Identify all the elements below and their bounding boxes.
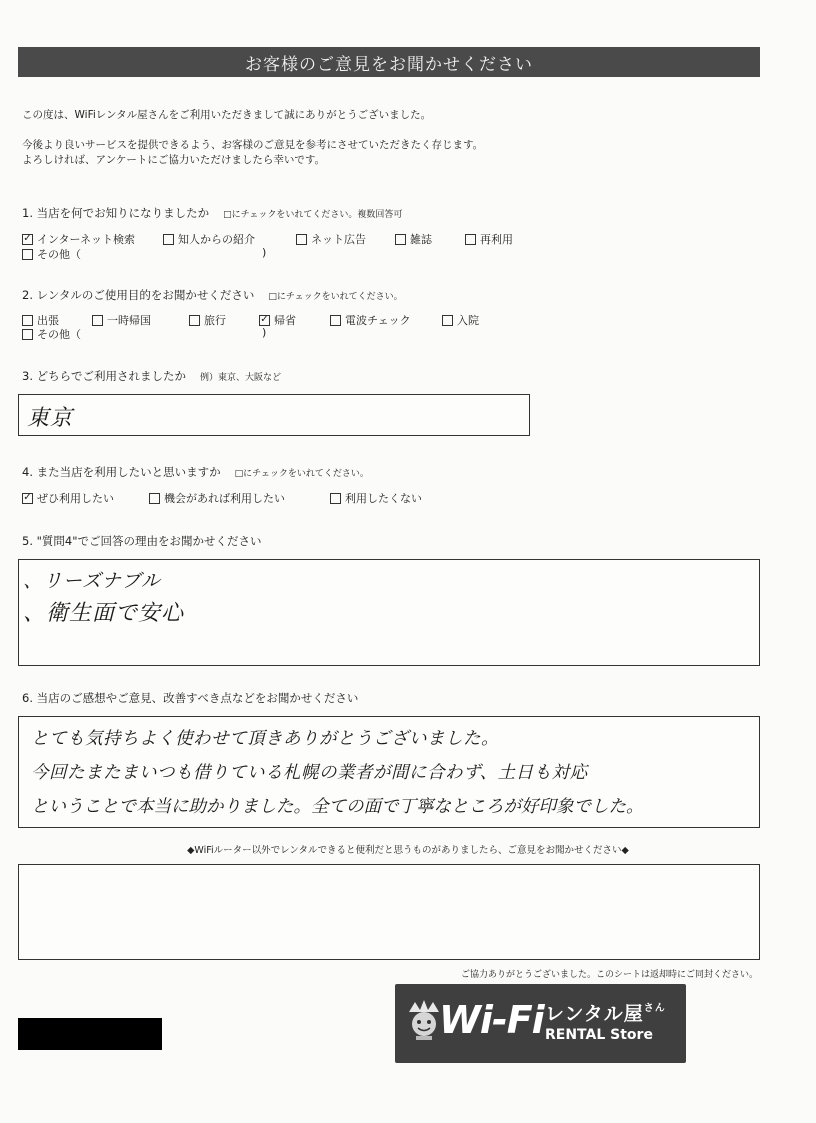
- q2-option-temp-return[interactable]: [92, 312, 151, 328]
- q7-answer-box[interactable]: [18, 864, 760, 960]
- redaction-block: [18, 1018, 162, 1050]
- question-6: [22, 690, 358, 706]
- option-label: その他（: [37, 248, 81, 261]
- q5-answer-box[interactable]: [18, 559, 760, 666]
- q2-other-close-paren: ): [262, 326, 267, 339]
- question-1-note: □にチェックをいれてください。複数回答可: [223, 210, 403, 220]
- checkbox[interactable]: [330, 315, 341, 326]
- question-2: [22, 287, 403, 303]
- option-label: 旅行: [204, 314, 226, 327]
- q1-option-internet[interactable]: [22, 231, 135, 247]
- option-label: 出張: [37, 314, 59, 327]
- option-label: 電波チェック: [345, 314, 411, 327]
- q1-option-reuse[interactable]: [465, 231, 513, 247]
- q1-option-other[interactable]: [22, 246, 81, 262]
- checkbox[interactable]: [149, 493, 160, 504]
- checkbox-checked[interactable]: ✓: [260, 313, 269, 325]
- checkbox[interactable]: [330, 493, 341, 504]
- option-label: ネット広告: [311, 233, 366, 246]
- question-1-title: 1. 当店を何でお知りになりましたか: [22, 206, 210, 220]
- checkbox[interactable]: [296, 234, 307, 245]
- q6-answer-line-2: 今回たまたまいつも借りている札幌の業者が間に合わず、土日も対応: [31, 763, 588, 783]
- q3-answer-box[interactable]: [18, 394, 530, 436]
- question-1: [22, 205, 402, 221]
- checkbox[interactable]: [92, 315, 103, 326]
- option-label: 利用したくない: [345, 492, 422, 505]
- logo-jp-main: レンタル屋: [545, 1003, 644, 1025]
- checkbox[interactable]: [22, 329, 33, 340]
- question-2-title: 2. レンタルのご使用目的をお聞かせください: [22, 288, 255, 302]
- question-3-note: 例）東京、大阪など: [200, 373, 282, 383]
- question-4: [22, 464, 369, 480]
- q2-option-travel[interactable]: [189, 312, 226, 328]
- question-5: [22, 533, 262, 549]
- checkbox-checked[interactable]: ✓: [23, 491, 32, 503]
- logo-jp-text: [545, 999, 666, 1026]
- option-label: 帰省: [274, 314, 296, 327]
- q2-option-other[interactable]: [22, 326, 81, 342]
- option-label: 知人からの紹介: [178, 233, 255, 246]
- checkbox[interactable]: [442, 315, 453, 326]
- checkbox[interactable]: [189, 315, 200, 326]
- q6-answer-line-1: とても気持ちよく使わせて頂きありがとうございました。: [31, 729, 499, 749]
- q3-answer: 東京: [27, 406, 74, 431]
- question-5-title: 5. "質問4"でご回答の理由をお聞かせください: [22, 534, 262, 548]
- q1-option-web-ad[interactable]: [296, 231, 366, 247]
- intro-line-2: 今後より良いサービスを提供できるよう、お客様のご意見を参考にさせていただきたく存じます。: [22, 139, 484, 151]
- checkbox[interactable]: [465, 234, 476, 245]
- option-label: ぜひ利用したい: [37, 492, 114, 505]
- question-2-note: □にチェックをいれてください。: [268, 292, 403, 302]
- logo-en-text: RENTAL Store: [545, 1027, 653, 1043]
- option-label: インターネット検索: [37, 233, 136, 246]
- logo-san: さん: [643, 1003, 666, 1014]
- q2-option-hospital[interactable]: [442, 312, 479, 328]
- intro-line-3: よろしければ、アンケートにご協力いただけましたら幸いです。: [22, 154, 326, 166]
- intro-line-1: この度は、WiFiレンタル屋さんをご利用いただきまして誠にありがとうございました。: [22, 109, 432, 121]
- q1-option-magazine[interactable]: [395, 231, 432, 247]
- question-3-title: 3. どちらでご利用されましたか: [22, 369, 187, 383]
- q1-option-referral[interactable]: [163, 231, 255, 247]
- question-4-title: 4. また当店を利用したいと思いますか: [22, 465, 221, 479]
- survey-title: お客様のご意見をお聞かせください: [245, 54, 533, 75]
- option-label: 機会があれば利用したい: [164, 492, 285, 505]
- q5-answer-line-2: 、衛生面で安心: [23, 601, 185, 626]
- option-label: 一時帰国: [107, 314, 151, 327]
- q6-answer-box[interactable]: [18, 716, 760, 828]
- checkbox[interactable]: [163, 234, 174, 245]
- crown-mascot-icon: [407, 998, 441, 1042]
- q7-prompt: ◆WiFiルーター以外でレンタルできると便利だと思うものがありましたら、ご意見をお聞かせください◆: [187, 845, 629, 856]
- q1-other-close-paren: ): [262, 246, 267, 259]
- q4-option-definitely[interactable]: [22, 490, 114, 506]
- logo-wifi-text: Wi-Fi: [439, 998, 544, 1042]
- q6-answer-line-3: ということで本当に助かりました。全ての面で丁寧なところが好印象でした。: [31, 797, 644, 817]
- option-label: 雑誌: [410, 233, 432, 246]
- survey-title-bar: [18, 47, 760, 77]
- footer-thanks: ご協力ありがとうございました。このシートは返却時にご同封ください。: [460, 970, 758, 980]
- question-6-title: 6. 当店のご感想やご意見、改善すべき点などをお聞かせください: [22, 691, 359, 705]
- option-label: 入院: [457, 314, 479, 327]
- option-label: 再利用: [480, 233, 513, 246]
- q5-answer-line-1: 、リーズナブル: [23, 570, 161, 592]
- option-label: その他（: [37, 328, 81, 341]
- checkbox[interactable]: [395, 234, 406, 245]
- q2-option-signal-check[interactable]: [330, 312, 411, 328]
- question-3: [22, 368, 281, 384]
- question-4-note: □にチェックをいれてください。: [234, 469, 369, 479]
- q4-option-no[interactable]: [330, 490, 422, 506]
- checkbox-checked[interactable]: ✓: [23, 232, 32, 244]
- checkbox[interactable]: [22, 315, 33, 326]
- q4-option-if-chance[interactable]: [149, 490, 285, 506]
- checkbox[interactable]: [22, 249, 33, 260]
- brand-logo: [395, 984, 686, 1063]
